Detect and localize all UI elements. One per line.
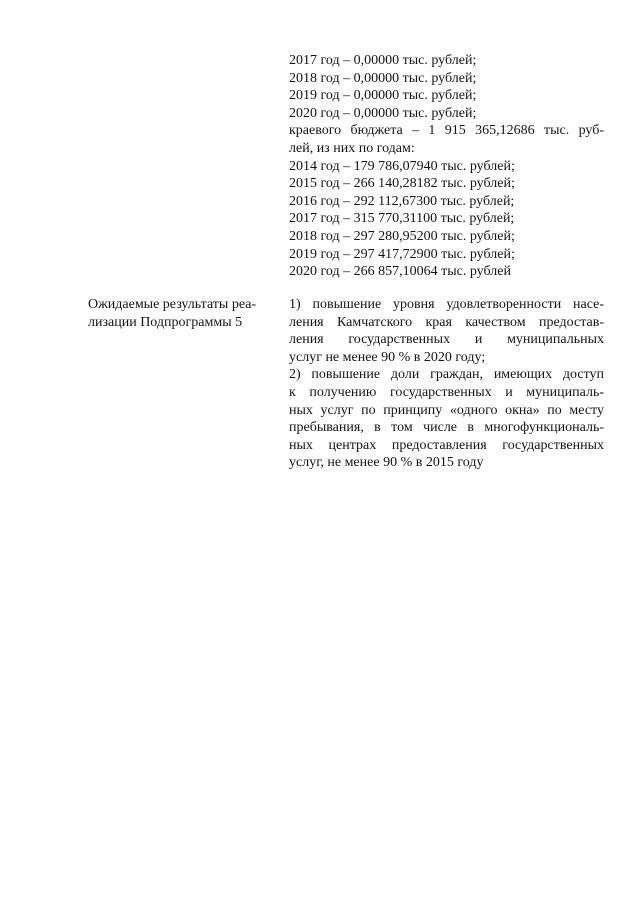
results-line: к получению государственных и муниципаль-: [289, 384, 604, 400]
regional-year-line: 2015 год – 266 140,28182 тыс. рублей;: [289, 176, 515, 192]
regional-year-line: 2017 год – 315 770,31100 тыс. рублей;: [289, 211, 515, 227]
results-line: 2) повышение доли граждан, имеющих доступ: [289, 367, 604, 383]
regional-year-line: 2018 год – 297 280,95200 тыс. рублей;: [289, 228, 515, 244]
regional-year-line: 2014 год – 179 786,07940 тыс. рублей;: [289, 158, 515, 174]
funding-year-line: 2019 год – 0,00000 тыс. рублей;: [289, 88, 477, 104]
results-line: пребывания, в том числе в многофункциональ-: [289, 420, 604, 436]
funding-year-line: 2017 год – 0,00000 тыс. рублей;: [289, 53, 477, 68]
regional-year-line: 2019 год – 297 417,72900 тыс. рублей;: [289, 246, 515, 262]
funding-year-line: 2020 год – 0,00000 тыс. рублей;: [289, 105, 477, 121]
results-line: услуг не менее 90 % в 2020 году;: [289, 349, 486, 365]
funding-year-line: 2018 год – 0,00000 тыс. рублей;: [289, 70, 477, 86]
results-line: ных услуг по принципу «одного окна» по месту: [289, 402, 604, 418]
results-line: услуг, не менее 90 % в 2015 году: [289, 455, 484, 471]
regional-budget-subtitle: лей, из них по годам:: [289, 140, 415, 156]
regional-year-line: 2016 год – 292 112,67300 тыс. рублей;: [289, 193, 515, 209]
results-line: ления Камчатского края качеством предостав-: [289, 314, 604, 330]
funding-breakdown: [289, 52, 604, 281]
regional-budget-total: краевого бюджета – 1 915 365,12686 тыс. руб-: [289, 123, 604, 139]
regional-year-line: 2020 год – 266 857,10064 тыс. рублей: [289, 264, 511, 280]
expected-results-text: [289, 296, 604, 472]
results-line: ных центрах предоставления государственных: [289, 437, 604, 453]
results-line: 1) повышение уровня удовлетворенности насе-: [289, 297, 604, 312]
results-line: ления государственных и муниципальных: [289, 332, 604, 348]
expected-results-label-line: Ожидаемые результаты реа-: [88, 297, 257, 312]
expected-results-label: [88, 296, 268, 331]
expected-results-label-line: лизации Подпрограммы 5: [88, 314, 243, 330]
